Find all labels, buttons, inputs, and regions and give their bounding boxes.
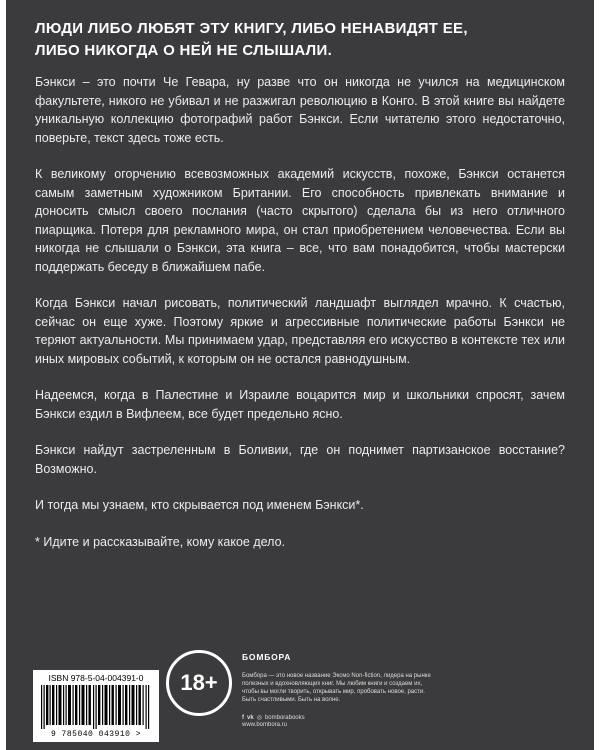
isbn-label: ISBN 978-5-04-004391-0 — [48, 673, 144, 683]
publisher-name: БОМБОРА — [242, 652, 292, 662]
publisher-url: www.bombora.ru — [242, 722, 288, 728]
publisher-info — [242, 652, 572, 728]
instagram-icon: ◎ — [256, 715, 262, 721]
paragraph-3: Когда Бэнкси начал рисовать, политический ландшафт выглядел мрачно. К счастью, сейчас он еще хуже. Поэтому яркие и агрессивные политические работы Бэнкси не теряют актуальности. Мы принимаем удар, представляя его искусство в контексте тех или иных мировых событий, к которым он не остался равнодушным. — [35, 296, 565, 366]
headline-line-1: ЛЮДИ ЛИБО ЛЮБЯТ ЭТУ КНИГУ, ЛИБО НЕНАВИДЯТ ЕЕ, — [35, 20, 468, 37]
footnote: * Идите и рассказывайте, кому какое дело. — [35, 534, 286, 549]
age-rating-badge: 18+ — [166, 650, 232, 716]
isbn-digits: 9 785040 043910 > — [50, 730, 142, 739]
isbn-barcode-block — [33, 670, 159, 742]
publisher-description: Бомбора — это новое название Эксмо Non-fiction, лидера на рынке полезных и вдохновляющих книг. Мы любим книги и создаем их, чтобы вы могли творить, открывать мир, пробовать новое, расти. Быть счастливыми. Быть на волне. — [242, 673, 431, 703]
bottom-info-area — [6, 630, 594, 750]
paragraph-4: Надеемся, когда в Палестине и Израиле воцарится мир и школьники спросят, зачем Бэнкси ездил в Вифлеем, все будет предельно ясно. — [35, 388, 565, 421]
facebook-icon: f — [242, 714, 244, 721]
publisher-social-handle: bomborabooks — [264, 714, 305, 721]
headline — [35, 18, 565, 62]
back-cover — [6, 0, 594, 750]
blurb-text — [35, 73, 565, 569]
barcode-icon — [39, 685, 153, 729]
headline-line-2: ЛИБО НИКОГДА О НЕЙ НЕ СЛЫШАЛИ. — [35, 42, 333, 59]
paragraph-2: К великому огорчению всевозможных академий искусств, похоже, Бэнкси останется самым заметным художником Британии. Его способность привлекать внимание и доносить смысл своего послания (часто скрытого) сделала бы из него отличного пиарщика. Потеря для рекламного мира, он стал приобретением человечества. Если вы никогда не слышали о Бэнкси, эта книга – все, что вам понадобится, чтобы мастерски поддержать беседу в ближайшем пабе. — [35, 167, 565, 274]
vk-icon: vk — [247, 714, 254, 721]
paragraph-6: И тогда мы узнаем, кто скрывается под именем Бэнкси*. — [35, 498, 364, 512]
paragraph-1: Бэнкси – это почти Че Гевара, ну разве что он никогда не учился на медицинском факультете, никого не убивал и не разжигал революцию в Конго. В этой книге вы найдете уникальную коллекцию фотографий работ Бэнкси. Если читателю этого недостаточно, поверьте, текст здесь тоже есть. — [35, 75, 565, 145]
paragraph-5: Бэнкси найдут застреленным в Боливии, где он поднимет партизанское восстание? Возможно. — [35, 443, 565, 476]
publisher-social — [242, 714, 572, 721]
